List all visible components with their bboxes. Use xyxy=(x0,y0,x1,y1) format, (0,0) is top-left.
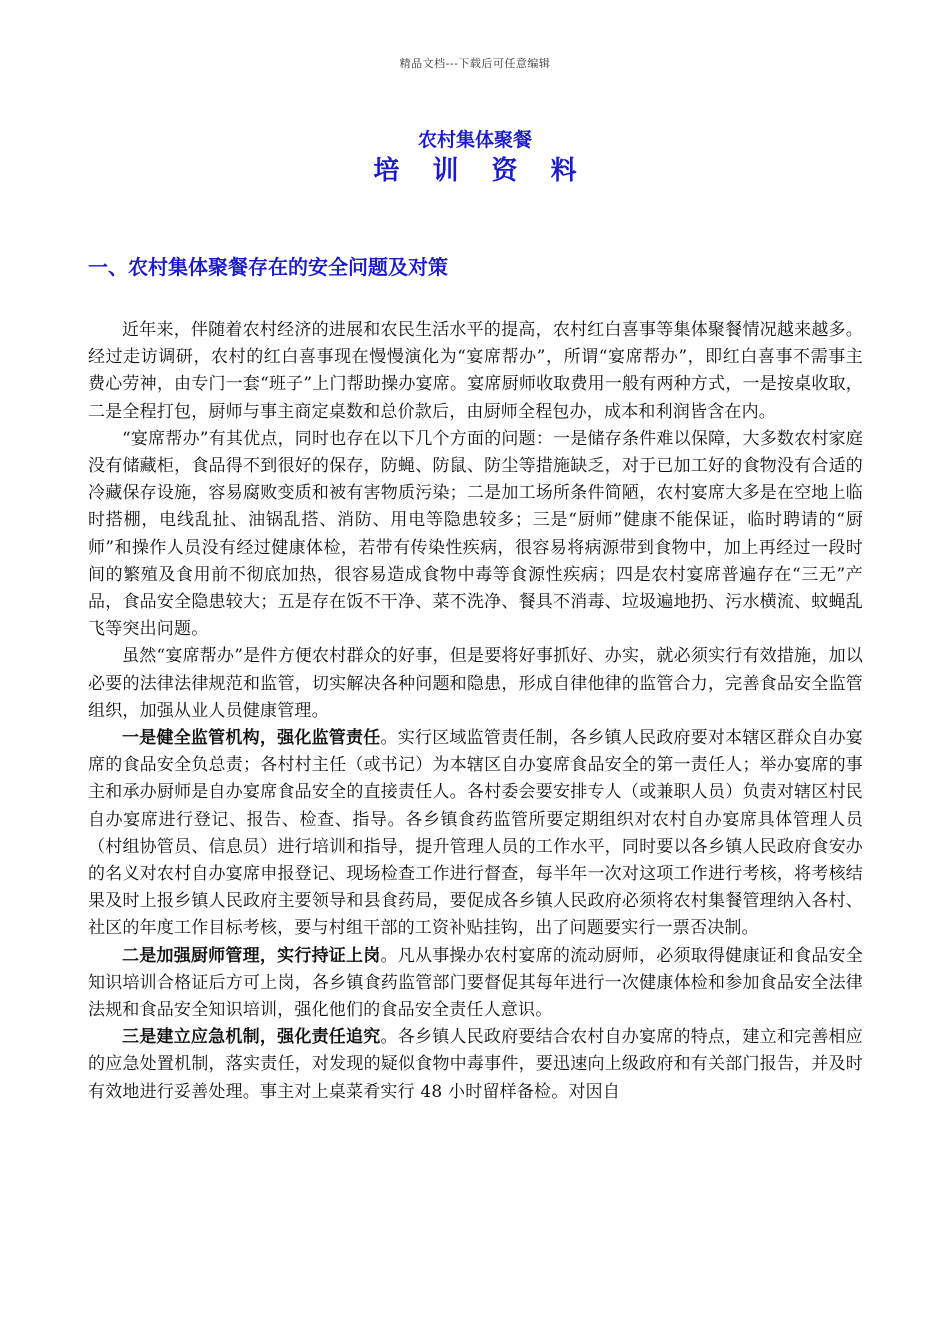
paragraph-text: “宴席帮办”有其优点，同时也存在以下几个方面的问题：一是储存条件难以保障，大多数农村家庭没有储藏柜，食品得不到很好的保存，防蝇、防鼠、防尘等措施缺乏，对于已加工好的食物没有合适的冷藏保存设施，容易腐败变质和被有害物质污染；二是加工场所条件简陋，农村宴席大多是在空地上临时搭棚，电线乱扯、油锅乱搭、消防、用电等隐患较多；三是“厨师”健康不能保证，临时聘请的“厨师”和操作人员没有经过健康体检，若带有传染性疾病，很容易将病源带到食物中，加上再经过一段时间的繁殖及食用前不彻底加热，很容易造成食物中毒等食源性疾病；四是农村宴席普遍存在“三无”产品，食品安全隐患较大；五是存在饭不干净、菜不洗净、餐具不消毒、垃圾遍地扔、污水横流、蚊蝇乱飞等突出问题。 xyxy=(88,428,863,640)
paragraph-text: 。凡从事操办农村宴席的流动厨师，必须取得健康证和食品安全知识培训合格证后方可上岗，各乡镇食药监管部门要督促其每年进行一次健康体检和参加食品安全法律法规和食品安全知识培训，强化他们的食品安全责任人意识。 xyxy=(88,945,863,1021)
paragraph-text: 。各乡镇人民政府要结合农村自办宴席的特点，建立和完善相应的应急处置机制，落实责任，对发现的疑似食物中毒事件，要迅速向上级政府和有关部门报告，并及时有效地进行妥善处理。事主对上桌菜肴实行 48 小时留样备检。对因自 xyxy=(88,1027,863,1102)
paragraph xyxy=(88,426,863,644)
paragraph xyxy=(88,643,863,725)
title-block xyxy=(0,128,950,188)
paragraph xyxy=(88,1024,863,1106)
body-text xyxy=(88,317,863,1106)
paragraph xyxy=(88,725,863,943)
paragraph-lead: 三是建立应急机制，强化责任追究 xyxy=(122,1027,381,1048)
paragraph-lead: 二是加强厨师管理，实行持证上岗 xyxy=(122,945,381,966)
paragraph-text: 。实行区域监管责任制，各乡镇人民政府要对本辖区群众自办宴席的食品安全负总责；各村村主任（或书记）为本辖区自办宴席食品安全的第一责任人；举办宴席的事主和承办厨师是自办宴席食品安全的直接责任人。各村委会要安排专人（或兼职人员）负责对辖区村民自办宴席进行登记、报告、检查、指导。各乡镇食药监管所要定期组织对农村自办宴席具体管理人员（村组协管员、信息员）进行培训和指导，提升管理人员的工作水平，同时要以各乡镇人民政府食安办的名义对农村自办宴席申报登记、现场检查工作进行督查，每半年一次对这项工作进行考核，将考核结果及时上报乡镇人民政府主要领导和县食药局，要促成各乡镇人民政府必须将农村集餐管理纳入各村、社区的年度工作目标考核，要与村组干部的工资补贴挂钩，出了问题要实行一票否决制。 xyxy=(88,728,863,939)
document-title: 农村集体聚餐 xyxy=(417,129,532,151)
paragraph-text: 近年来，伴随着农村经济的进展和农民生活水平的提高，农村红白喜事等集体聚餐情况越来越多。经过走访调研，农村的红白喜事现在慢慢演化为“宴席帮办”，所谓“宴席帮办”，即红白喜事不需事主费心劳神，由专门一套“班子”上门帮助操办宴席。宴席厨师收取费用一般有两种方式，一是按桌收取，二是全程打包，厨师与事主商定桌数和总价款后，由厨师全程包办，成本和利润皆含在内。 xyxy=(88,320,863,422)
paragraph xyxy=(88,317,863,426)
paragraph-lead: 一是健全监管机构，强化监管责任 xyxy=(122,728,381,749)
document-subtitle: 培 训 资 料 xyxy=(373,156,589,186)
paragraph-text: 虽然“宴席帮办”是件方便农村群众的好事，但是要将好事抓好、办实，就必须实行有效措施，加以必要的法律法律规范和监管，切实解决各种问题和隐患，形成自律他律的监管合力，完善食品安全监管组织，加强从业人员健康管理。 xyxy=(88,646,863,721)
paragraph xyxy=(88,943,863,1025)
section-heading: 一、农村集体聚餐存在的安全问题及对策 xyxy=(88,255,448,279)
header-note: 精品文档---下载后可任意编辑 xyxy=(399,57,551,70)
